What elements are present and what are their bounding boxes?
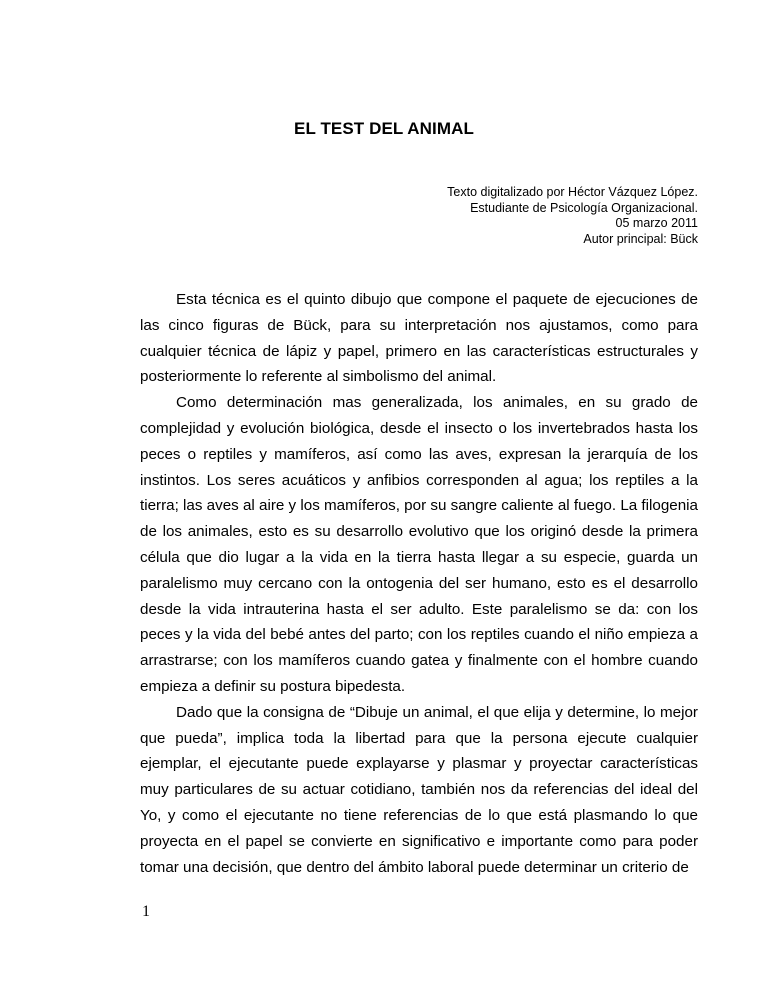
document-meta — [447, 185, 698, 247]
page-number: 1 — [142, 903, 150, 920]
meta-student: Estudiante de Psicología Organizacional. — [470, 200, 698, 215]
paragraph: Dado que la consigna de “Dibuje un animal, el que elija y determine, lo mejor que pueda”, implica toda la libertad para que la persona ejecute cualquier ejemplar, el ejecutante puede explayarse y plasmar y proyectar características muy particulares de su actuar cotidiano, también nos da referencias del ideal del Yo, y como el ejecutante no tiene referencias de lo que está plasmando lo que proyecta en el papel se convierte en significativo e importante como para poder tomar una decisión, que dentro del ámbito laboral puede determinar un criterio de — [140, 703, 698, 876]
document-title: EL TEST DEL ANIMAL — [294, 119, 474, 138]
document-body — [140, 287, 698, 880]
meta-date: 05 marzo 2011 — [615, 216, 698, 230]
meta-author: Autor principal: Bück — [583, 231, 698, 246]
meta-digitized-by: Texto digitalizado por Héctor Vázquez López. — [447, 185, 698, 199]
paragraph: Como determinación mas generalizada, los animales, en su grado de complejidad y evolución biológica, desde el insecto o los invertebrados hasta los peces o reptiles y mamíferos, así como las aves, expresan la jerarquía de los instintos. Los seres acuáticos y anfibios corresponden al agua; los reptiles a la tierra; las aves al aire y los mamíferos, por su sangre caliente al fuego. La filogenia de los animales, esto es su desarrollo evolutivo que los originó desde la primera célula que dio lugar a la vida en la tierra hasta llegar a su especie, guarda un paralelismo muy cercano con la ontogenia del ser humano, esto es el desarrollo desde la vida intrauterina hasta el ser adulto. Este paralelismo se da: con los peces y la vida del bebé antes del parto; con los reptiles cuando el niño empieza a arrastrarse; con los mamíferos cuando gatea y finalmente con el hombre cuando empieza a definir su postura bipedesta. — [140, 394, 699, 695]
paragraph: Esta técnica es el quinto dibujo que compone el paquete de ejecuciones de las cinco figuras de Bück, para su interpretación nos ajustamos, como para cualquier técnica de lápiz y papel, primero en las características estructurales y posteriormente lo referente al simbolismo del animal. — [140, 291, 698, 386]
